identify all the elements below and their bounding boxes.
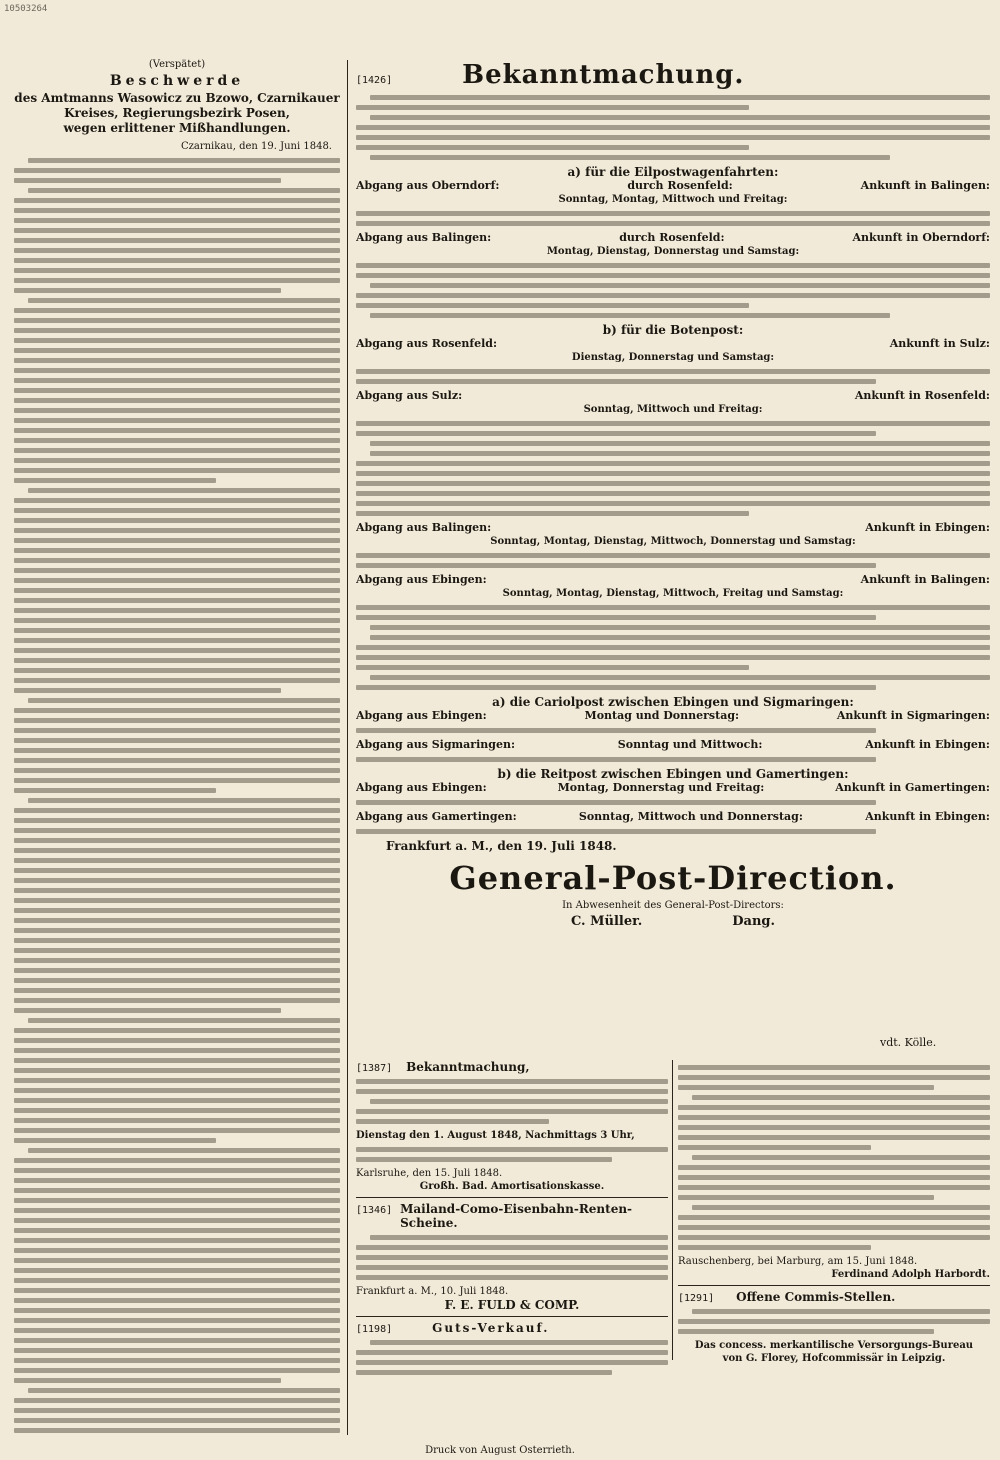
- schedule-row-3: Abgang aus Rosenfeld: Ankunft in Sulz:: [356, 337, 990, 350]
- days-3: Dienstag, Donnerstag und Samstag:: [571, 352, 775, 363]
- lottery-office: Großh. Bad. Amortisationskasse.: [419, 1181, 605, 1192]
- lottery-place: Karlsruhe, den 15. Juli 1848.: [356, 1168, 503, 1179]
- days-1: Sonntag, Montag, Mittwoch und Freitag:: [558, 194, 788, 205]
- times-6: [356, 605, 990, 620]
- ref-1291: [1291]: [678, 1293, 715, 1304]
- schedule-row-8: Abgang aus Sigmaringen: Sonntag und Mittwoch: Ankunft in Ebingen:: [356, 738, 990, 751]
- ref-1426: [1426]: [356, 75, 393, 86]
- lottery-title: Bekanntmachung,: [406, 1060, 530, 1074]
- notice-intro: [356, 95, 990, 160]
- days-2: Montag, Dienstag, Donnerstag und Samstag:: [546, 246, 800, 257]
- railway-title: Mailand-Como-Eisenbahn-Renten-Scheine.: [400, 1202, 633, 1230]
- heading-botenpost: b) für die Botenpost:: [602, 323, 744, 337]
- times-3: [356, 369, 990, 384]
- heading-eilpost: a) für die Eilpostwagenfahrten:: [567, 165, 779, 179]
- printer-line: Druck von August Osterrieth.: [425, 1445, 575, 1456]
- ad-column-a: [356, 1060, 668, 1416]
- times-8: [356, 757, 990, 762]
- schedule-row-4: Abgang aus Sulz: Ankunft in Rosenfeld:: [356, 389, 990, 402]
- times-7: [356, 728, 990, 733]
- times-4: [356, 421, 990, 436]
- notice-dateline: Frankfurt a. M., den 19. Juli 1848.: [386, 839, 617, 853]
- right-column: [356, 60, 990, 1030]
- schedule-row-9: Abgang aus Ebingen: Montag, Donnerstag und Freitag: Ankunft in Gamertingen:: [356, 781, 990, 794]
- schedule-row-6: Abgang aus Ebingen: Ankunft in Balingen:: [356, 573, 990, 586]
- estate-title: Guts-Verkauf.: [432, 1321, 550, 1335]
- vdt-koelle: vdt. Kölle.: [880, 1036, 937, 1049]
- left-column: [14, 58, 340, 1434]
- cariol-text: [356, 441, 990, 516]
- ref-1198: [1198]: [356, 1324, 393, 1335]
- rate-text: [356, 625, 990, 690]
- notice-title: Bekanntmachung.: [462, 60, 745, 90]
- left-title: Beschwerde: [109, 73, 245, 89]
- signature-dang: Dang.: [732, 914, 776, 929]
- schedule-row-1: Abgang aus Oberndorf: durch Rosenfeld: Ankunft in Balingen:: [356, 179, 990, 192]
- schedule-row-10: Abgang aus Gamertingen: Sonntag, Mittwoch und Donnerstag: Ankunft in Ebingen:: [356, 810, 990, 823]
- schedule-row-2: Abgang aus Balingen: durch Rosenfeld: Ankunft in Oberndorf:: [356, 231, 990, 244]
- lottery-date: Dienstag den 1. August 1848, Nachmittags 3 Uhr,: [356, 1130, 635, 1141]
- ad-column-b: [678, 1060, 990, 1416]
- column-divider: [347, 60, 348, 1435]
- heading-reitpost: b) die Reitpost zwischen Ebingen und Gamertingen:: [497, 767, 849, 781]
- fare-text: [356, 283, 990, 318]
- left-dateline: Czarnikau, den 19. Juni 1848.: [180, 141, 332, 152]
- left-subtitle-2: Kreises, Regierungsbezirk Posen,: [64, 106, 290, 120]
- ref-1387: [1387]: [356, 1063, 393, 1074]
- days-6: Sonntag, Montag, Dienstag, Mittwoch, Freitag und Samstag:: [502, 588, 844, 599]
- estate-place: Rauschenberg, bei Marburg, am 15. Juni 1848.: [678, 1256, 918, 1267]
- direction-title: General-Post-Direction.: [449, 859, 897, 897]
- left-body-text: [14, 158, 340, 1434]
- times-1: [356, 211, 990, 226]
- advertisements: [356, 1060, 990, 1450]
- times-2: [356, 263, 990, 278]
- ref-1346: [1346]: [356, 1205, 393, 1216]
- times-10: [356, 829, 990, 834]
- days-5: Sonntag, Montag, Dienstag, Mittwoch, Donnerstag und Samstag:: [490, 536, 856, 547]
- bureau-name: Das concess. merkantilische Versorgungs-Bureau: [694, 1340, 974, 1351]
- late-label: (Verspätet): [148, 59, 206, 70]
- schedule-row-5: Abgang aus Balingen: Ankunft in Ebingen:: [356, 521, 990, 534]
- absence-line: In Abwesenheit des General-Post-Directors:: [562, 900, 784, 911]
- times-5: [356, 553, 990, 568]
- ad-divider: [672, 1060, 673, 1360]
- railway-firm: F. E. FULD & COMP.: [444, 1298, 580, 1312]
- bureau-owner: von G. Florey, Hofcommissär in Leipzig.: [722, 1353, 946, 1364]
- left-subtitle-1: des Amtmanns Wasowicz zu Bzowo, Czarnikauer: [14, 91, 340, 105]
- left-subtitle-3: wegen erlittener Mißhandlungen.: [63, 121, 291, 135]
- days-4: Sonntag, Mittwoch und Freitag:: [583, 404, 763, 415]
- commis-title: Offene Commis-Stellen.: [736, 1290, 896, 1304]
- signature-mueller: C. Müller.: [570, 914, 643, 929]
- page-tag: 10503264: [4, 4, 48, 14]
- estate-signer: Ferdinand Adolph Harbordt.: [831, 1269, 990, 1280]
- times-9: [356, 800, 990, 805]
- railway-place: Frankfurt a. M., 10. Juli 1848.: [356, 1286, 509, 1297]
- heading-cariolpost: a) die Cariolpost zwischen Ebingen und Sigmaringen:: [492, 695, 854, 709]
- schedule-row-7: Abgang aus Ebingen: Montag und Donnerstag: Ankunft in Sigmaringen:: [356, 709, 990, 722]
